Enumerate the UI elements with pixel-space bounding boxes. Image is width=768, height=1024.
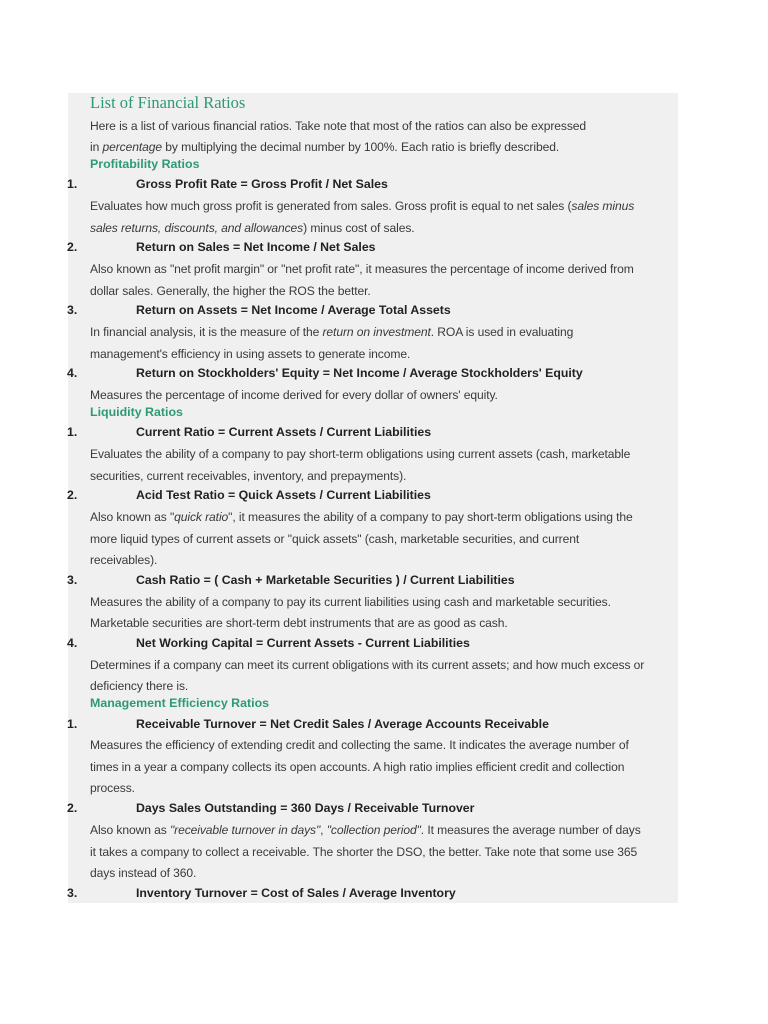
item-number: 2. [67, 488, 78, 502]
ratio-description-line [90, 199, 634, 213]
emphasis-text: return on investment [322, 325, 431, 339]
item-number: 2. [67, 240, 78, 254]
text-run: Determines if a company can meet its current obligations with its current assets; and how much excess or [90, 658, 645, 672]
ratio-description-line [90, 679, 188, 693]
ratio-description-line [90, 781, 135, 795]
section-heading: Profitability Ratios [90, 157, 200, 171]
ratio-description-line [90, 616, 508, 630]
section-heading: Management Efficiency Ratios [90, 696, 270, 710]
ratio-description-line [90, 866, 196, 880]
item-number: 4. [67, 636, 78, 650]
text-run: in [90, 140, 103, 154]
text-run: Measures the ability of a company to pay its current liabilities using cash and marketable securities. [90, 595, 611, 609]
ratio-description-line [90, 760, 624, 774]
text-run: Marketable securities are short-term debt instruments that are as good as cash. [90, 616, 508, 630]
ratio-description-line [90, 325, 573, 339]
ratio-formula: Inventory Turnover = Cost of Sales / Average Inventory [136, 886, 456, 900]
emphasis-text: sales minus [571, 199, 635, 213]
ratio-description-line [90, 738, 629, 752]
text-run: times in a year a company collects its open accounts. A high ratio implies efficient credit and collection [90, 760, 625, 774]
item-number: 3. [67, 573, 78, 587]
ratio-description-line [90, 532, 579, 546]
ratio-formula: Net Working Capital = Current Assets - Current Liabilities [136, 636, 470, 650]
intro-line [90, 140, 559, 154]
text-run: receivables). [90, 553, 158, 567]
text-run: securities, current receivables, inventory, and prepayments). [90, 469, 407, 483]
text-run: deficiency there is. [90, 679, 189, 693]
text-run: by multiplying the decimal number by 100%. Each ratio is briefly described. [162, 140, 560, 154]
ratio-formula: Acid Test Ratio = Quick Assets / Current Liabilities [136, 488, 431, 502]
text-run: Measures the percentage of income derived for every dollar of owners' equity. [90, 388, 498, 402]
ratio-description-line [90, 845, 637, 859]
text-run: Also known as [90, 823, 170, 837]
item-number: 3. [67, 886, 78, 900]
text-run: . It measures the average number of days [420, 823, 641, 837]
ratio-description-line [90, 262, 634, 276]
ratio-description-line [90, 510, 633, 524]
text-run: it takes a company to collect a receivable. The shorter the DSO, the better. Take note that some use 365 [90, 845, 638, 859]
ratio-description-line [90, 221, 415, 235]
emphasis-text: sales returns, discounts, and allowances [90, 221, 304, 235]
text-run: Evaluates the ability of a company to pay short-term obligations using current assets (cash, marketable [90, 447, 631, 461]
text-run: dollar sales. Generally, the higher the ROS the better. [90, 284, 371, 298]
text-run: ", it measures the ability of a company to pay short-term obligations using the [228, 510, 633, 524]
ratio-description-line [90, 447, 630, 461]
ratio-formula: Return on Stockholders' Equity = Net Income / Average Stockholders' Equity [136, 366, 583, 380]
ratio-description-line [90, 658, 644, 672]
ratio-formula: Return on Sales = Net Income / Net Sales [136, 240, 376, 254]
text-run: management's efficiency in using assets to generate income. [90, 347, 411, 361]
ratio-description-line [90, 553, 157, 567]
ratio-formula: Return on Assets = Net Income / Average Total Assets [136, 303, 451, 317]
text-run: Also known as "net profit margin" or "net profit rate", it measures the percentage of income derived from [90, 262, 634, 276]
text-run: Also known as " [90, 510, 175, 524]
item-number: 1. [67, 425, 78, 439]
text-run: more liquid types of current assets or "quick assets" (cash, marketable securities, and current [90, 532, 580, 546]
emphasis-text: quick ratio [174, 510, 229, 524]
section-heading: Liquidity Ratios [90, 405, 183, 419]
item-number: 3. [67, 303, 78, 317]
text-run: Evaluates how much gross profit is generated from sales. Gross profit is equal to net sales ( [90, 199, 572, 213]
ratio-formula: Current Ratio = Current Assets / Current Liabilities [136, 425, 432, 439]
emphasis-text: "receivable turnover in days" [169, 823, 321, 837]
intro-line [90, 119, 586, 133]
ratio-formula: Cash Ratio = ( Cash + Marketable Securities ) / Current Liabilities [136, 573, 515, 587]
ratio-description-line [90, 284, 371, 298]
text-run: Here is a list of various financial ratios. Take note that most of the ratios can also be expressed [90, 119, 587, 133]
ratio-description-line [90, 469, 406, 483]
text-run: , [320, 823, 327, 837]
text-run: ) minus cost of sales. [303, 221, 415, 235]
emphasis-text: "collection period" [326, 823, 421, 837]
item-number: 2. [67, 801, 78, 815]
text-run: process. [90, 781, 135, 795]
item-number: 4. [67, 366, 78, 380]
ratio-description-line [90, 595, 611, 609]
ratio-formula: Days Sales Outstanding = 360 Days / Receivable Turnover [136, 801, 475, 815]
ratio-description-line [90, 388, 498, 402]
ratio-description-line [90, 347, 410, 361]
emphasis-text: percentage [102, 140, 163, 154]
item-number: 1. [67, 177, 78, 191]
text-run: days instead of 360. [90, 866, 197, 880]
ratio-description-line [90, 823, 641, 837]
text-run: Measures the efficiency of extending credit and collecting the same. It indicates the average number of [90, 738, 629, 752]
text-run: . ROA is used in evaluating [430, 325, 574, 339]
ratio-formula: Receivable Turnover = Net Credit Sales / Average Accounts Receivable [136, 717, 549, 731]
page-title: List of Financial Ratios [90, 93, 246, 112]
item-number: 1. [67, 717, 78, 731]
text-run: In financial analysis, it is the measure of the [90, 325, 323, 339]
ratio-formula: Gross Profit Rate = Gross Profit / Net Sales [136, 177, 388, 191]
